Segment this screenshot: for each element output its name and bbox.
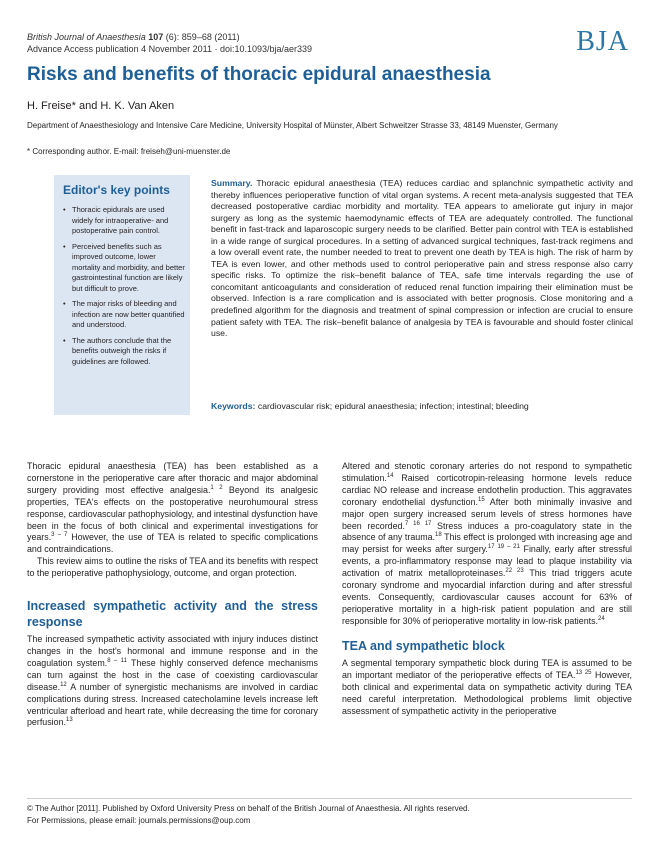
summary-label: Summary. — [211, 178, 253, 188]
body-paragraph — [342, 658, 632, 718]
citation[interactable]: 17 19 – 21 — [487, 544, 520, 551]
key-points-title: Editor's key points — [63, 183, 170, 197]
summary-text: Thoracic epidural anaesthesia (TEA) reduces cardiac and splanchnic sympathetic activity and thereby influences perioperative function of vital organ systems. A recent meta-analysis suggested that TEA decreased postoperative cardiac morbidity and mortality. TEA appears to ameliorate gut injury in major surgery as long as the systemic haemodynamic effects of TEA are adequately controlled. The functional benefit in fast-track and laparoscopic surgery needs to be clarified. Better pain control with TEA is established in a wide range of surgical procedures. In a setting of advanced surgical techniques, fast-track regimens and a low overall event rate, the number needed to treat to prevent one death by TEA is high. The risk of harm by TEA is even lower, and other methods used to control perioperative pain and stress response also carry specific risks. To optimize the risk–benefit balance of TEA, safe time intervals regarding the use of concomitant anticoagulants and consideration of reduced renal function impairing their elimination must be observed. Infection is a rare complication and is associated with better prognosis. Close monitoring and a predefined algorithm for the diagnosis and treatment of spinal compression or infection are crucial to ensure patient safety with TEA. The risk–benefit balance of analgesia by TEA is favourable and should foster clinical use. — [211, 178, 633, 339]
bja-logo: BJA — [576, 26, 629, 57]
text-run: The increased sympathetic activity associated with injury induces distinct changes in the host's hormonal and immune response and in the coagulation system. — [27, 634, 318, 668]
key-point: • The authors conclude that the benefits outweigh the risks if guidelines are followed. — [60, 336, 185, 368]
text-run: A segmental temporary sympathetic block during TEA is assumed to be an important mediator of the perioperative effects of TEA. — [342, 658, 632, 681]
journal-header — [27, 31, 312, 55]
text-run: Altered and stenotic coronary arteries do not respond to sympathetic stimulation. — [342, 461, 632, 483]
journal-volume: 107 — [148, 32, 164, 42]
footer-divider — [27, 798, 632, 799]
copyright-line: © The Author [2011]. Published by Oxford University Press on behalf of the British Journal of Anaesthesia. All rights reserved. — [27, 804, 470, 813]
body-paragraph — [27, 634, 318, 729]
body-paragraph — [27, 461, 318, 556]
citation[interactable]: 3 – 7 — [51, 532, 68, 539]
abstract-summary — [211, 178, 633, 340]
journal-name: British Journal of Anaesthesia — [27, 32, 146, 42]
text-run: However, the use of TEA is related to specific complications and contraindications. — [27, 532, 318, 555]
article-title: Risks and benefits of thoracic epidural anaesthesia — [27, 64, 491, 85]
text-run: Thoracic epidural anaesthesia (TEA) has been established as a cornerstone in the perioperative care after thoracic and major abdominal surgery providing most effective analgesia. — [27, 461, 318, 495]
citation[interactable]: 8 – 11 — [107, 657, 127, 664]
permissions-line: For Permissions, please email: journals.permissions@oup.com — [27, 816, 251, 825]
text-run: These highly conserved defence mechanisms can turn against the host in the case of coexisting cardiovascular disease. — [27, 657, 318, 692]
footer — [27, 803, 637, 827]
body-column-right — [342, 461, 632, 718]
text-run: A number of synergistic mechanisms are involved in cardiac complications during stress. Increased catecholamine levels increase left ventricular afterload and heart rate, while decreasing the time for coronary perfusion. — [27, 681, 318, 728]
citation[interactable]: 12 — [60, 681, 67, 688]
text-run: This triad triggers acute coronary syndrome and myocardial infarction during and after stressful events. Consequently, cardiovascular causes account for 63% of perioperative mortality in a high-risk patient population and are still responsible for 30% of perioperative mortality in low-risk patients. — [342, 568, 632, 626]
text-run: Beyond its analgesic properties, TEA's effects on the postoperative neurohumoural stress response, cardiovascular pathophysiology, and intestinal dysfunction have been in the focus of both clinical and experimental investigations for years. — [27, 484, 318, 543]
affiliation: Department of Anaesthesiology and Intensive Care Medicine, University Hospital of Münster, Albert Schweitzer Strasse 33, 48149 Muenster, Germany — [27, 121, 558, 130]
key-point: • The major risks of bleeding and infection are now better quantified and understood. — [60, 299, 185, 331]
citation[interactable]: 7 16 17 — [404, 520, 432, 527]
text-run: Raised corticotropin-releasing hormone levels reduce cardiac NO release and increase endothelin production. This aggravates coronary endothelial dysfunction. — [342, 472, 632, 507]
text-run: Finally, early after stressful events, a pro-inflammatory response may lead to plaque instability via activation of matrix metalloproteinases. — [342, 544, 633, 579]
citation[interactable]: 24 — [598, 615, 605, 622]
text-run: However, both clinical and experimental data on sympathetic activity during TEA need careful interpretation. Methodological problems limit objective assessment of sympathetic activity in the perioperative — [342, 670, 632, 716]
authors: H. Freise* and H. K. Van Aken — [27, 100, 175, 112]
section-heading-tea: TEA and sympathetic block — [342, 638, 505, 653]
citation[interactable]: 13 25 — [575, 670, 592, 677]
citation[interactable]: 1 2 — [210, 484, 223, 491]
citation[interactable]: 14 — [386, 472, 394, 479]
citation[interactable]: 15 — [478, 496, 485, 503]
body-column-left — [27, 461, 318, 729]
key-points-list — [60, 205, 185, 372]
corresponding-author: * Corresponding author. E-mail: freiseh@uni-muenster.de — [27, 147, 231, 156]
body-paragraph: This review aims to outline the risks of TEA and its benefits with respect to the perioperative pathophysiology, outcome, and organ protection. — [27, 556, 319, 579]
text-run: This effect is prolonged with increasing age and may persist for weeks after surgery. — [342, 532, 633, 555]
key-point: • Thoracic epidurals are used widely for intraoperative- and postoperative pain control. — [60, 205, 185, 237]
keywords-text: cardiovascular risk; epidural anaesthesia; infection; intestinal; bleeding — [257, 401, 529, 411]
key-points-box — [54, 175, 190, 415]
keywords-label: Keywords: — [211, 401, 256, 411]
key-point: • Perceived benefits such as improved outcome, lower mortality and morbidity, and better gastrointestinal function are likely but difficult to prove. — [60, 242, 185, 295]
citation[interactable]: 22 23 — [505, 568, 524, 575]
citation[interactable]: 18 — [435, 532, 442, 539]
section-heading-sympathetic: Increased sympathetic activity and the stress response — [27, 599, 318, 629]
advance-access-line: Advance Access publication 4 November 2011 · doi:10.1093/bja/aer339 — [27, 44, 313, 54]
journal-issue-pages: (6): 859–68 (2011) — [165, 32, 240, 42]
text-run: After both minimally invasive and major open surgery increased serum levels of stress hormones have been recorded. — [342, 496, 632, 531]
text-run: Stress induces a pro-coagulatory state in the absence of any trauma. — [342, 520, 632, 543]
keywords — [211, 401, 633, 413]
citation[interactable]: 13 — [65, 717, 73, 724]
body-paragraph — [342, 461, 632, 628]
